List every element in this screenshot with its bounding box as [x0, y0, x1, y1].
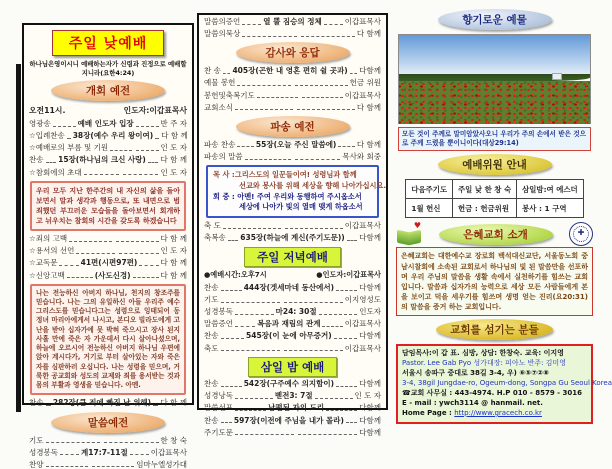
row-person: 다 함께 — [356, 102, 382, 112]
row-label: 봉헌및축복기도 — [204, 90, 255, 100]
row-person: 다함께 — [359, 427, 382, 437]
leader-dashes — [119, 253, 158, 254]
confession-rows — [29, 235, 187, 280]
liturgy-row — [204, 380, 381, 389]
row-center: 복음과 재림의 관계 — [257, 319, 321, 329]
leader-dashes — [245, 159, 291, 160]
leader-dashes — [67, 138, 71, 139]
liturgy-row — [29, 437, 187, 446]
hymn-rows — [29, 399, 187, 408]
apostles-creed-box: 나는 전능하신 아버지 하나님, 천지의 창조주를 믿습니다. 나는 그의 유일하신 아들 우리주 예수그리스도를 믿습니다그는 성령으로 잉태되어 동정녀 마리아에게서 나시고, 본디오 빌라도에게 고난을 받아 십자가에 못 박혀 죽으시고 장사 된지 사흘 만에 죽은 자 가운데서 다시 살아나셨으며, 하늘에 오르시어 전능하신 아버지 하나님 우편에 앉아 계시다가, 거기로 부터 살아있는 자와 죽은 자를 심판하러 오십니다. 나는 성령을 믿으며, 거룩한 공교회와 성도의 교제와 죄를 용서받는 것과 몸의 부활과 영생을 믿습니다. 아멘. — [30, 284, 186, 396]
leader-dashes — [242, 24, 261, 25]
liturgy-row — [204, 79, 381, 88]
row-label: ☆참회에의 초대 — [29, 167, 82, 177]
row-label: ☆죄의 고백 — [29, 234, 68, 244]
word-liturgy-rows — [29, 437, 187, 469]
row-label: 주기도문 — [204, 427, 233, 437]
leader-dashes — [346, 422, 357, 423]
church-contact-box — [396, 344, 612, 424]
leader-dashes — [130, 454, 149, 455]
liturgy-row — [204, 18, 381, 27]
row-person: 다 함 께 — [160, 155, 187, 165]
row-label: 찬송 — [204, 282, 219, 292]
leader-dashes — [235, 410, 266, 411]
row-label: 찬송 — [29, 155, 44, 165]
liturgy-row — [29, 247, 187, 256]
evening-info-row — [204, 270, 381, 280]
liturgy-row — [204, 429, 381, 438]
leader-dashes — [46, 405, 51, 406]
wednesday-rows — [204, 380, 381, 437]
leader-dashes — [319, 314, 358, 315]
photo-sky — [399, 35, 590, 74]
liturgy-row — [29, 399, 187, 408]
committee-row — [406, 180, 583, 199]
leader-dashes — [297, 109, 355, 110]
row-person: 이갑표목사 — [344, 343, 382, 353]
thanks-response-header: 감사와 응답 — [236, 42, 350, 63]
photo-building — [552, 73, 562, 80]
row-person: 다 함 께 — [160, 234, 188, 244]
servants-line: ☎교회 사무실 : 443-4974. H.P 010 - 8579 - 3016 — [402, 389, 582, 398]
leader-dashes — [67, 277, 93, 278]
row-center: 마24: 30절 — [275, 307, 317, 317]
row-center: 계17:7-11절 — [81, 447, 128, 457]
committee-cell: 봉사 : 1 구역 — [517, 199, 584, 218]
sending-liturgy-header: 파송 예전 — [236, 116, 350, 137]
liturgy-row — [29, 235, 187, 244]
worship-committee-header: 예배위원 안내 — [438, 154, 552, 175]
row-person: 다함께 — [359, 415, 382, 425]
row-person: 다함께 — [359, 66, 382, 76]
homepage-label: Home Page : — [402, 408, 452, 417]
leader-dashes — [92, 466, 134, 467]
leader-dashes — [295, 159, 341, 160]
leader-dashes — [322, 326, 342, 327]
leader-dashes — [136, 150, 158, 151]
row-person: 이갑표목사 — [344, 90, 382, 100]
row-label: 성경봉독 — [204, 307, 233, 317]
leader-dashes — [153, 405, 158, 406]
row-person: 다 함 께 — [160, 398, 187, 408]
row-person: 반 주 자 — [160, 119, 188, 128]
leader-dashes — [235, 109, 293, 110]
leader-dashes — [237, 85, 290, 86]
confession-invitation-box: 우리 모두 지난 한주간의 내 자신의 삶을 돌아보면서 말과 생각과 행동으로, 또 내면으로 범죄했던 부끄러운 모습들을 돌아보면서 회개하고 뉘우치는 참회의 시간을 갖도록 하겠습니다 — [30, 181, 186, 232]
row-person: 헌금 위원 — [349, 78, 381, 88]
offering-verse-box: 모든 것이 주께로 말미암았사오니 우리가 주의 손에서 받은 것으로 주께 드렸을 뿐이니이다(대상29:14) — [398, 127, 591, 151]
committee-cell: 헌금 : 헌금위원 — [453, 199, 517, 218]
liturgy-row — [204, 296, 381, 305]
leader-dashes — [228, 240, 239, 241]
leader-dashes — [235, 398, 273, 399]
liturgy-row — [204, 320, 381, 329]
row-label: 찬송 — [204, 379, 219, 389]
row-label: 말씀의증언 — [204, 17, 241, 26]
open-book-icon — [397, 230, 409, 246]
leader-dashes — [326, 410, 357, 411]
row-center: 15장(하나님의 크신 사랑) — [58, 155, 146, 165]
leader-dashes — [223, 228, 281, 229]
row-person: 다함께 — [359, 331, 382, 341]
leader-dashes — [46, 466, 88, 467]
leader-dashes — [84, 174, 119, 175]
leader-dashes — [53, 126, 76, 127]
opening-rows — [29, 120, 187, 177]
benediction-rows — [204, 222, 381, 243]
sunday-day-worship-title: 주일 낮예배 — [52, 30, 165, 56]
leader-dashes — [302, 97, 343, 98]
service-leader: 인도자:이갑표목사 — [123, 106, 187, 115]
leader-dashes — [235, 434, 294, 435]
sending-responsive-box — [206, 165, 387, 218]
scan-spine-edge — [16, 64, 21, 412]
leader-dashes — [237, 146, 254, 147]
row-person: 다 함께 — [356, 139, 382, 149]
liturgy-row — [29, 272, 187, 281]
servants-line: 담임목사:이 갑 표. 심방, 상담: 한창숙. 교육: 이지영 — [402, 349, 564, 358]
leader-dashes — [59, 265, 78, 266]
word-liturgy-header: 말씀예전 — [51, 412, 165, 433]
row-label: 축 도 — [204, 221, 221, 231]
row-center: 예배 인도자 입장 — [77, 119, 134, 128]
row-person: 인 도 자 — [160, 143, 188, 153]
leader-dashes — [221, 422, 232, 423]
row-person: 인 도 자 — [160, 246, 188, 256]
row-label: 예물 봉헌 — [204, 78, 236, 88]
row-label: ☆신앙고백 — [29, 270, 65, 280]
leader-dashes — [46, 442, 101, 443]
row-person: 다함께 — [359, 282, 382, 292]
leader-dashes — [298, 434, 357, 435]
leader-dashes — [324, 24, 343, 25]
leader-dashes — [133, 277, 159, 278]
leader-dashes — [235, 326, 255, 327]
liturgy-row — [29, 156, 187, 165]
committee-row — [406, 199, 583, 218]
row-center: 542장(구주예수 의지함이) — [243, 379, 335, 389]
liturgy-row — [204, 308, 381, 317]
responsive-line: 선교와 봉사를 위해 세상을 향해 나아가십시요. — [239, 180, 387, 190]
row-label: 성경낭독 — [204, 391, 233, 401]
leader-dashes — [242, 36, 296, 37]
leader-dashes — [315, 398, 353, 399]
church-intro-header: 은혜교회 소개 — [439, 224, 553, 245]
row-label: 찬송 — [29, 398, 44, 408]
church-intro-box: 은혜교회는 대한예수교 장로회 백석대신교단, 서울동노회 중남시찰회에 소속된 교회로서 하나님의 빛 된 말씀만을 선포하며 우리 주님의 말씀을 생활 속에서 실천하기를 힘쓰는 교회입니다. 말씀과 십자가의 능력으로 세상 모든 사람들에게 본을 보이고 덕을 세우기를 힘쓰며 생명 얻는 진리(요20:31)의 말씀을 증거 하는 교회입니다. — [396, 247, 593, 316]
leader-dashes — [221, 338, 245, 339]
row-center: 55장(오늘 주신 말씀에) — [255, 139, 337, 149]
servants-lines — [402, 349, 612, 409]
row-label: ☆예배로의 부름 및 기원 — [29, 143, 109, 153]
leader-dashes — [295, 85, 348, 86]
leader-dashes — [284, 350, 343, 351]
service-time-row — [29, 105, 187, 116]
leader-dashes — [338, 146, 355, 147]
row-person: 이갑표목사 — [344, 17, 381, 26]
leader-dashes — [139, 265, 158, 266]
leader-dashes — [110, 150, 132, 151]
row-person: 다 함 께 — [160, 258, 188, 268]
row-label: ☆용서의 선언 — [29, 246, 75, 256]
sending-rows — [204, 141, 381, 162]
liturgy-row — [204, 234, 381, 243]
servants-line: 3-4, 38gil Jungdae-ro, Ogeum-dong, Songpa Gu Seoul Korea — [402, 379, 612, 388]
row-label: 파송의 말씀 — [204, 151, 243, 161]
row-center: 남편된 자의 도리 — [268, 403, 325, 413]
heart-icon: ♥ — [413, 221, 421, 231]
liturgy-row — [29, 120, 187, 129]
church-intro-header-row — [396, 222, 593, 246]
row-label: 말씀증언 — [204, 319, 233, 329]
leader-dashes — [123, 174, 158, 175]
row-person: 다함께 — [359, 233, 381, 243]
leader-dashes — [223, 73, 231, 74]
leader-dashes — [69, 241, 112, 242]
liturgy-row — [204, 104, 381, 113]
liturgy-row — [204, 392, 381, 401]
row-label: 찬 송 — [204, 66, 221, 76]
leader-dashes — [104, 442, 159, 443]
row-person: 인도자 — [359, 307, 381, 317]
row-label: 기도 — [29, 435, 44, 445]
leader-dashes — [76, 253, 115, 254]
row-person: 임마누엘성가대 — [136, 459, 187, 469]
leader-dashes — [136, 126, 159, 127]
row-label: 파송 찬송 — [204, 139, 236, 149]
leader-dashes — [221, 350, 280, 351]
liturgy-row — [204, 153, 381, 162]
row-label: 찬양 — [29, 459, 44, 469]
leader-dashes — [221, 302, 280, 303]
worship-committee-table — [405, 179, 583, 218]
leader-dashes — [301, 36, 355, 37]
row-person: 인 도 자 — [160, 167, 187, 177]
church-servants-header: 교회를 섬기는 분들 — [436, 319, 552, 340]
liturgy-row — [204, 92, 381, 101]
row-center: 444장(겟세마네 동산에서) — [243, 282, 335, 292]
fragrant-offering-header: 향기로운 예물 — [438, 9, 552, 30]
opening-liturgy-header: 개회 예전 — [51, 80, 165, 101]
committee-cell: 삼일밤:여 에스더 — [517, 180, 584, 199]
servants-line: E - mail : ywch3114 @ hanmail. net. — [402, 398, 543, 407]
announcements-column — [394, 6, 612, 422]
row-label: 찬송 — [204, 331, 219, 341]
row-person: 이지영성도 — [344, 295, 382, 305]
row-label: 찬송 — [204, 415, 219, 425]
row-person: 다 함 께 — [161, 131, 188, 141]
committee-cell: 다음주기도 — [406, 180, 453, 199]
flower-field-photo — [398, 34, 591, 124]
row-person: 목사와 회중 — [342, 151, 381, 161]
liturgy-row — [29, 169, 187, 178]
row-label: 축도 — [204, 343, 219, 353]
homepage-line — [402, 409, 587, 419]
liturgy-row — [204, 222, 381, 231]
row-label: 성경봉독 — [29, 447, 58, 457]
worship-verse: 하나님은영이시니 예배하는자가 신령과 진정으로 예배할지니라(요한4:24) — [29, 60, 187, 77]
row-person: 한 창 숙 — [160, 435, 188, 445]
liturgy-row — [204, 345, 381, 354]
liturgy-row — [29, 461, 187, 469]
wednesday-night-worship-title: 삼일 밤 예배 — [248, 357, 338, 377]
leader-dashes — [155, 138, 159, 139]
worship-continuation-panel — [197, 13, 388, 437]
leader-dashes — [148, 162, 159, 163]
leader-dashes — [60, 454, 79, 455]
liturgy-row — [29, 449, 187, 458]
responsive-line: 회 중 : 아멘! 주여 우리와 동행하여 주시옵소서 — [213, 191, 362, 201]
leader-dashes — [221, 386, 242, 387]
leader-dashes — [336, 386, 357, 387]
homepage-link[interactable]: http://www.gracech.co.kr — [454, 408, 542, 417]
evening-leader: ●인도자:이갑표목사 — [316, 269, 381, 279]
row-label: 기도 — [204, 295, 219, 305]
row-label: 축복송 — [204, 233, 226, 243]
leader-dashes — [285, 228, 343, 229]
row-center: 38장(예수 우리 왕이여) — [72, 131, 154, 141]
open-book-icon — [409, 230, 421, 246]
row-person: 다 함 께 — [160, 270, 188, 280]
responsive-line: 세상에 나아가 빛의 열매 맺게 하옵소서 — [239, 202, 363, 212]
liturgy-row — [204, 332, 381, 341]
committee-cell: 주일 낮 한 창 숙 — [453, 180, 517, 199]
row-person: 이갑표목사 — [344, 319, 381, 329]
leader-dashes — [116, 241, 159, 242]
row-center: 635장(하늘에 계신(주기도문)) — [240, 233, 345, 243]
leader-dashes — [336, 290, 357, 291]
sunday-evening-worship-title: 주일 저녁예배 — [244, 247, 341, 267]
row-person: 다함께 — [359, 379, 382, 389]
row-label: ☆교독문 — [29, 258, 58, 268]
row-center: (사도신경) — [94, 270, 131, 280]
row-person: 인 도 자 — [354, 391, 382, 401]
church-seal-icon — [569, 222, 593, 246]
thanks-rows — [204, 67, 381, 112]
row-center: 545장(이 눈에 아무증거) — [246, 331, 332, 341]
liturgy-row — [204, 404, 381, 413]
servants-line: 서울시 송파구 중대로 38길 3-4, 우) ⑥⑤⑦②⑧ — [402, 369, 549, 378]
row-center: 597장(이전에 주님을 내가 몰라) — [233, 415, 344, 425]
servants-line: Pastor. Lee Gab Pyo 성가대장: 피아노 반주: 김미영 — [402, 359, 566, 368]
leader-dashes — [235, 314, 274, 315]
evening-rows — [204, 284, 381, 353]
responsive-line: 목 사 :그리스도의 일꾼들이여! 성령님과 함께 — [213, 170, 357, 179]
sermon-rows — [204, 18, 381, 39]
liturgy-row — [204, 417, 381, 426]
row-label: 교회소식 — [204, 102, 233, 112]
row-center: 열 뿔 짐승의 정체 — [263, 17, 322, 26]
leader-dashes — [347, 240, 358, 241]
leader-dashes — [284, 302, 343, 303]
leader-dashes — [257, 97, 298, 98]
row-person: 이갑표목사 — [344, 221, 382, 231]
leader-dashes — [46, 162, 57, 163]
photo-red-flower-field — [399, 81, 590, 124]
row-label: 영광송 — [29, 119, 51, 128]
row-center: 벧전3: 7절 — [274, 391, 313, 401]
row-person: 다 함께 — [356, 29, 382, 39]
liturgy-row — [204, 141, 381, 150]
leader-dashes — [350, 73, 358, 74]
liturgy-row — [29, 259, 187, 268]
service-time: 오전11시. — [29, 106, 66, 115]
committee-cell: 1월 헌신 — [406, 199, 453, 218]
evening-time: ●예배시간:오후7시 — [204, 269, 267, 279]
liturgy-row — [204, 284, 381, 293]
liturgy-row — [29, 132, 187, 141]
row-person: 다함께 — [359, 403, 382, 413]
church-logo-icon — [396, 222, 422, 246]
liturgy-row — [29, 144, 187, 153]
row-label: 말씀선포 — [204, 403, 233, 413]
row-center: 41편(시편97편) — [80, 258, 138, 268]
row-label: 말씀의묵상 — [204, 29, 241, 39]
row-center: 282장(큰 죄에 빠진 날 위해) — [52, 398, 152, 408]
sunday-day-worship-panel — [22, 23, 194, 469]
liturgy-row — [204, 30, 381, 39]
liturgy-row — [204, 67, 381, 76]
row-center: 405장(곤한 내 영혼 편히 쉴 곳과) — [232, 66, 348, 76]
row-label: ☆입례찬송 — [29, 131, 65, 141]
row-person: 이갑표목사 — [150, 447, 188, 457]
leader-dashes — [334, 338, 358, 339]
leader-dashes — [221, 290, 242, 291]
